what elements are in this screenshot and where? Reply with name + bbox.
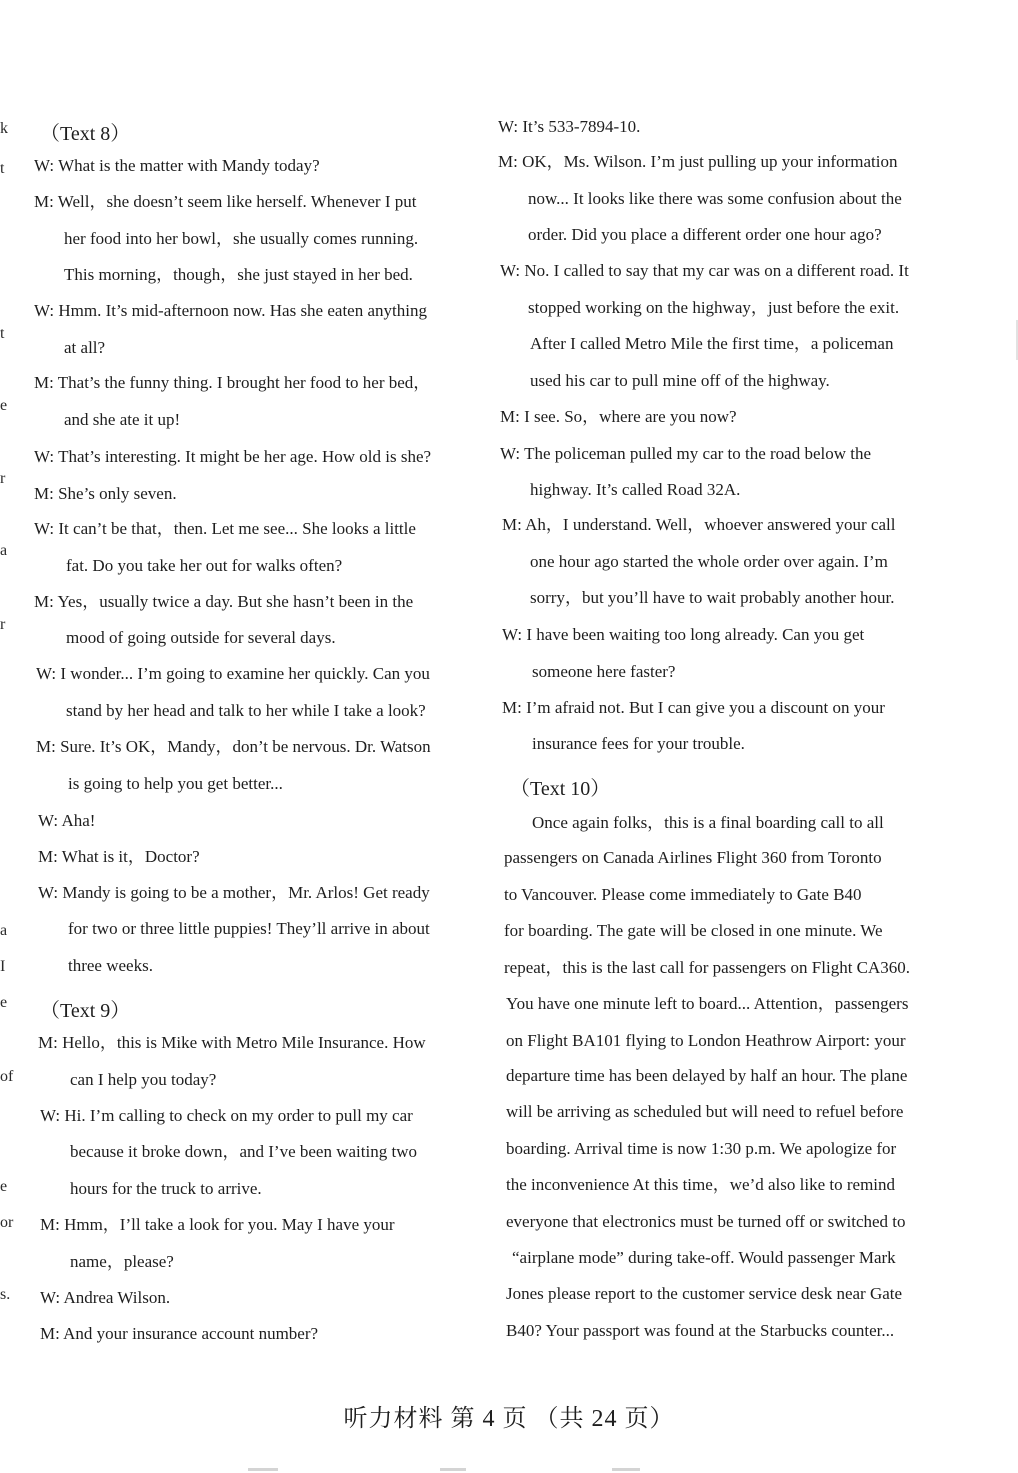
- left-text-line: is going to help you get better...: [68, 774, 283, 793]
- right-text-line: W: No. I called to say that my car was on a different road. It: [500, 261, 909, 280]
- left-text-line: M: That’s the funny thing. I brought her food to her bed，: [34, 373, 431, 392]
- right-text-line: used his car to pull mine off of the highway.: [530, 371, 830, 390]
- left-text-line: hours for the truck to arrive.: [70, 1179, 262, 1198]
- right-text-line: everyone that electronics must be turned off or switched to: [506, 1212, 906, 1231]
- right-text-line: one hour ago started the whole order over again. I’m: [530, 552, 888, 571]
- right-text-line: insurance fees for your trouble.: [532, 734, 745, 753]
- right-text-line: W: The policeman pulled my car to the road below the: [500, 444, 872, 463]
- right-text-line: order. Did you place a different order one hour ago?: [528, 225, 882, 244]
- gutter-fragment: or: [0, 1214, 14, 1231]
- gutter-fragment: r: [0, 470, 6, 487]
- left-section-heading: （Text 9）: [40, 1000, 131, 1022]
- right-text-line: for boarding. The gate will be closed in one minute. We: [504, 921, 883, 940]
- left-text-line: her food into her bowl，she usually comes running.: [64, 229, 419, 248]
- right-text-line: W: It’s 533-7894-10.: [498, 117, 641, 136]
- left-text-line: three weeks.: [68, 956, 153, 975]
- right-text-line: now... It looks like there was some confusion about the: [528, 189, 902, 208]
- gutter-fragment: e: [0, 994, 8, 1011]
- right-text-line: After I called Metro Mile the first time，a policeman: [530, 334, 894, 353]
- left-text-line: can I help you today?: [70, 1070, 217, 1089]
- right-text-line: will be arriving as scheduled but will need to refuel before: [506, 1102, 904, 1121]
- left-text-line: This morning，though，she just stayed in her bed.: [64, 265, 413, 284]
- page-footer: 听力材料 第 4 页 （共 24 页）: [343, 1406, 675, 1432]
- right-text-line: repeat，this is the last call for passengers on Flight CA360.: [504, 958, 911, 977]
- left-text-line: W: That’s interesting. It might be her age. How old is she?: [34, 447, 432, 466]
- left-section-heading: （Text 8）: [40, 123, 131, 145]
- left-text-line: W: Hmm. It’s mid-afternoon now. Has she eaten anything: [34, 301, 427, 320]
- right-text-line: M: Ah，I understand. Well，whoever answered your call: [502, 515, 896, 534]
- left-text-line: M: Yes，usually twice a day. But she hasn’t been in the: [34, 592, 414, 611]
- right-text-line: on Flight BA101 flying to London Heathrow Airport: your: [506, 1031, 906, 1050]
- left-text-line: mood of going outside for several days.: [66, 628, 336, 647]
- gutter-fragment: t: [0, 325, 5, 342]
- left-text-line: M: Hello，this is Mike with Metro Mile Insurance. How: [38, 1033, 426, 1052]
- right-text-line: departure time has been delayed by half an hour. The plane: [506, 1066, 908, 1085]
- right-text-line: B40? Your passport was found at the Starbucks counter...: [506, 1321, 895, 1340]
- right-text-line: highway. It’s called Road 32A.: [530, 480, 741, 499]
- right-text-line: You have one minute left to board... Attention，passengers: [506, 994, 909, 1013]
- right-text-line: boarding. Arrival time is now 1:30 p.m. We apologize for: [506, 1139, 897, 1158]
- gutter-fragment: k: [0, 120, 8, 137]
- left-text-line: for two or three little puppies! They’ll arrive in about: [68, 919, 430, 938]
- right-text-line: stopped working on the highway，just before the exit.: [528, 298, 900, 317]
- left-text-line: W: What is the matter with Mandy today?: [34, 156, 320, 175]
- left-text-line: M: She’s only seven.: [34, 484, 177, 503]
- left-text-line: W: Hi. I’m calling to check on my order to pull my car: [40, 1106, 413, 1125]
- left-text-line: stand by her head and talk to her while I take a look?: [66, 701, 426, 720]
- bottom-edge-mark: [440, 1468, 466, 1471]
- right-text-line: “airplane mode” during take-off. Would passenger Mark: [512, 1248, 896, 1267]
- gutter-fragment: t: [0, 160, 5, 177]
- gutter-fragment: of: [0, 1068, 14, 1085]
- left-text-line: M: What is it，Doctor?: [38, 847, 200, 866]
- gutter-fragment: a: [0, 542, 8, 559]
- gutter-fragment: a: [0, 922, 8, 939]
- left-text-line: W: It can’t be that，then. Let me see... She looks a little: [34, 519, 416, 538]
- right-text-line: M: I see. So，where are you now?: [500, 407, 737, 426]
- bottom-edge-mark: [248, 1468, 278, 1471]
- right-text-line: Once again folks，this is a final boarding call to all: [532, 813, 884, 832]
- left-text-line: W: Aha!: [38, 811, 96, 830]
- gutter-fragment: e: [0, 397, 8, 414]
- gutter-fragment: s.: [0, 1286, 11, 1303]
- right-text-line: M: I’m afraid not. But I can give you a discount on your: [502, 698, 885, 717]
- gutter-fragment: I: [0, 958, 6, 975]
- right-text-line: passengers on Canada Airlines Flight 360 from Toronto: [504, 848, 882, 867]
- left-text-line: at all?: [64, 338, 106, 357]
- right-text-line: to Vancouver. Please come immediately to Gate B40: [504, 885, 862, 904]
- right-text-line: the inconvenience At this time，we’d also like to remind: [506, 1175, 896, 1194]
- left-text-line: M: And your insurance account number?: [40, 1324, 319, 1343]
- left-text-line: W: Mandy is going to be a mother，Mr. Arlos! Get ready: [38, 883, 430, 902]
- left-text-line: name，please?: [70, 1252, 174, 1271]
- right-text-line: Jones please report to the customer service desk near Gate: [506, 1284, 903, 1303]
- left-text-line: because it broke down，and I’ve been waiting two: [70, 1142, 417, 1161]
- left-text-line: and she ate it up!: [64, 410, 181, 429]
- right-text-line: W: I have been waiting too long already. Can you get: [502, 625, 865, 644]
- left-text-line: M: Hmm，I’ll take a look for you. May I have your: [40, 1215, 395, 1234]
- gutter-fragment: r: [0, 616, 6, 633]
- left-text-line: W: Andrea Wilson.: [40, 1288, 171, 1307]
- right-section-heading: （Text 10）: [510, 778, 611, 800]
- left-text-line: M: Sure. It’s OK，Mandy，don’t be nervous. Dr. Watson: [36, 737, 431, 756]
- left-text-line: M: Well，she doesn’t seem like herself. Whenever I put: [34, 192, 417, 211]
- right-text-line: M: OK，Ms. Wilson. I’m just pulling up your information: [498, 152, 898, 171]
- gutter-fragment: e: [0, 1178, 8, 1195]
- left-text-line: W: I wonder... I’m going to examine her quickly. Can you: [36, 664, 430, 683]
- right-text-line: sorry，but you’ll have to wait probably another hour.: [530, 588, 895, 607]
- right-text-line: someone here faster?: [532, 662, 676, 681]
- bottom-edge-mark: [612, 1468, 640, 1471]
- left-text-line: fat. Do you take her out for walks often?: [66, 556, 343, 575]
